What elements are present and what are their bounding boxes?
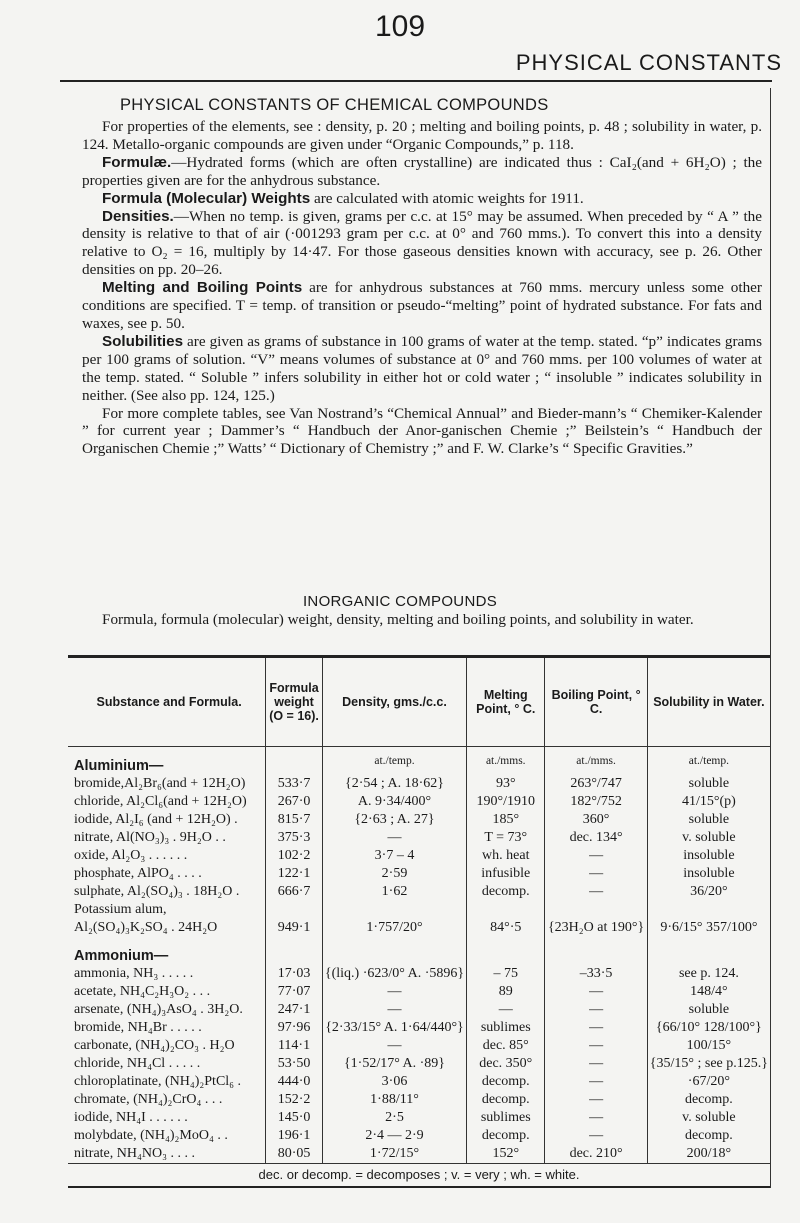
section-title: PHYSICAL CONSTANTS OF CHEMICAL COMPOUNDS (120, 96, 549, 114)
cell-melting: dec. 350° (467, 1055, 545, 1073)
cell-melting: decomp. (467, 1091, 545, 1109)
cell-substance: iodide, NH₄I . . . . . . (74, 1110, 188, 1125)
table-row (68, 793, 770, 811)
cell-boiling: — (545, 1073, 647, 1091)
cell-melting: dec. 85° (467, 1037, 545, 1055)
cell-substance: bromide, NH₄Br . . . . . (74, 1020, 202, 1035)
cell-boiling: –33·5 (545, 965, 647, 983)
cell-weight (266, 901, 323, 919)
cell-substance: nitrate, NH₄NO₃ . . . . (74, 1146, 195, 1161)
cell-substance: acetate, NH₄C₂H₃O₂ . . . (74, 984, 211, 999)
unit-boiling: at./mms. (545, 747, 647, 776)
table-row (68, 775, 770, 793)
cell-melting: 152° (467, 1145, 545, 1164)
cell-solubility: 100/15° (647, 1037, 770, 1055)
table-row (68, 965, 770, 983)
cell-boiling: — (545, 883, 647, 901)
cell-melting: T = 73° (467, 829, 545, 847)
cell-substance: arsenate, (NH₄)₃AsO₄ . 3H₂O. (74, 1002, 243, 1017)
formulae-heading: Formulæ. (102, 153, 172, 171)
cell-density: 2·5 (322, 1109, 466, 1127)
table-row (68, 829, 770, 847)
cell-substance: chloride, Al₂Cl₆(and + 12H₂O) (74, 794, 247, 809)
cell-substance: iodide, Al₂I₆ (and + 12H₂O) . (74, 812, 238, 827)
cell-substance: chromate, (NH₄)₂CrO₄ . . . (74, 1092, 223, 1107)
melting-paragraph (82, 279, 762, 333)
formulae-text: —Hydrated forms (which are often crystalline) are indicated thus : CaI₂(and + 6H₂O) ; the properties given are for the anhydrous substance. (82, 153, 762, 189)
cell-boiling: 182°/752 (545, 793, 647, 811)
cell-solubility: see p. 124. (647, 965, 770, 983)
group-row-aluminium (68, 747, 770, 776)
cell-melting: decomp. (467, 883, 545, 901)
cell-weight: 949·1 (266, 919, 323, 937)
cell-solubility: 36/20° (647, 883, 770, 901)
cell-melting: decomp. (467, 1073, 545, 1091)
cell-melting: infusible (467, 865, 545, 883)
weights-paragraph (82, 190, 762, 208)
cell-boiling: — (545, 1127, 647, 1145)
table-row (68, 1145, 770, 1164)
table-row (68, 1109, 770, 1127)
cell-weight: 444·0 (266, 1073, 323, 1091)
cell-weight: 77·07 (266, 983, 323, 1001)
densities-heading: Densities. (102, 207, 174, 225)
cell-weight: 122·1 (266, 865, 323, 883)
cell-weight: 375·3 (266, 829, 323, 847)
cell-boiling (545, 901, 647, 919)
cell-solubility: 41/15°(p) (647, 793, 770, 811)
cell-melting: sublimes (467, 1109, 545, 1127)
weights-heading: Formula (Molecular) Weights (102, 189, 311, 207)
table-row (68, 811, 770, 829)
cell-melting: — (467, 1001, 545, 1019)
cell-density: {2·63 ; A. 27} (322, 811, 466, 829)
cell-density: — (322, 1001, 466, 1019)
cell-density: {2·33/15° A. 1·64/440°} (322, 1019, 466, 1037)
solubility-paragraph (82, 333, 762, 405)
cell-density: 1·757/20° (322, 919, 466, 937)
table-row (68, 865, 770, 883)
footnote: dec. or decomp. = decomposes ; v. = very ; wh. = white. (68, 1164, 770, 1188)
cell-weight: 97·96 (266, 1019, 323, 1037)
references-paragraph: For more complete tables, see Van Nostrand’s “Chemical Annual” and Bieder-mann’s “ Chemiker-Kalender ” for current year ; Dammer’s “ Handbuch der Anor-ganischen Chemie ;” Beilstein’s “ Handbuch der Organischen Chemie ;” Watts’ “ Dictionary of Chemistry ;” and F. W. Clarke’s “ Specific Gravities.” (82, 404, 762, 458)
cell-substance: Potassium alum, (74, 902, 167, 917)
cell-substance: sulphate, Al₂(SO₄)₃ . 18H₂O . (74, 884, 240, 899)
cell-solubility: {35/15° ; see p.125.} (647, 1055, 770, 1073)
cell-density (322, 901, 466, 919)
header-weight: Formula weight (O = 16). (266, 657, 323, 747)
table-header-row (68, 657, 770, 747)
melting-text: are for anhydrous substances at 760 mms. mercury unless some other conditions are specified. T = temp. of transition or pseudo-“melting” point of hydrated substance. For fats and waxes, see p. 50. (82, 279, 762, 332)
cell-density: 3·7 – 4 (322, 847, 466, 865)
cell-solubility: v. soluble (647, 1109, 770, 1127)
cell-solubility: soluble (647, 811, 770, 829)
cell-substance: bromide,Al₂Br₆(and + 12H₂O) (74, 776, 246, 791)
header-rule (60, 80, 772, 82)
table-row (68, 901, 770, 919)
cell-substance: chloride, NH₄Cl . . . . . (74, 1056, 201, 1071)
cell-substance: Al₂(SO₄)₃K₂SO₄ . 24H₂O (74, 920, 218, 935)
cell-melting: decomp. (467, 1127, 545, 1145)
cell-substance: phosphate, AlPO₄ . . . . (74, 866, 202, 881)
cell-boiling: — (545, 1109, 647, 1127)
cell-boiling: 263°/747 (545, 775, 647, 793)
cell-density: A. 9·34/400° (322, 793, 466, 811)
cell-weight: 145·0 (266, 1109, 323, 1127)
cell-solubility: insoluble (647, 847, 770, 865)
table-row (68, 1019, 770, 1037)
cell-melting: 84°·5 (467, 919, 545, 937)
cell-boiling: — (545, 1001, 647, 1019)
densities-paragraph (82, 208, 762, 280)
cell-density: — (322, 1037, 466, 1055)
cell-solubility: decomp. (647, 1127, 770, 1145)
cell-density: {2·54 ; A. 18·62} (322, 775, 466, 793)
cell-melting: wh. heat (467, 847, 545, 865)
formulae-paragraph (82, 154, 762, 190)
cell-solubility: 200/18° (647, 1145, 770, 1164)
cell-boiling: — (545, 1037, 647, 1055)
table-row (68, 1073, 770, 1091)
cell-melting (467, 901, 545, 919)
cell-weight: 666·7 (266, 883, 323, 901)
header-solubility: Solubility in Water. (647, 657, 770, 747)
cell-weight: 80·05 (266, 1145, 323, 1164)
cell-solubility: 148/4° (647, 983, 770, 1001)
weights-text: are calculated with atomic weights for 1911. (310, 189, 584, 207)
group-label: Ammonium— (74, 948, 169, 964)
cell-density: 2·4 — 2·9 (322, 1127, 466, 1145)
cell-weight: 533·7 (266, 775, 323, 793)
solubility-heading: Solubilities (102, 332, 184, 350)
cell-boiling: dec. 134° (545, 829, 647, 847)
cell-substance: oxide, Al₂O₃ . . . . . . (74, 848, 188, 863)
cell-melting: 190°/1910 (467, 793, 545, 811)
table-row (68, 983, 770, 1001)
densities-text: —When no temp. is given, grams per c.c. at 15° may be assumed. When preceded by “ A ” the density is relative to that of air (·001293 gram per c.c. at 0° and 760 mms.). To convert this into a density relative to O₂ = 16, multiply by 14·47. For those gaseous densities known with accuracy, see p. 26. Other densities on pp. 20–26. (82, 207, 762, 279)
cell-solubility: decomp. (647, 1091, 770, 1109)
melting-heading: Melting and Boiling Points (102, 279, 303, 297)
unit-density: at./temp. (322, 747, 466, 776)
inorganic-title: INORGANIC COMPOUNDS (302, 593, 498, 610)
cell-boiling: 360° (545, 811, 647, 829)
header-boiling: Boiling Point, ° C. (545, 657, 647, 747)
cell-boiling: — (545, 1055, 647, 1073)
cell-weight: 53·50 (266, 1055, 323, 1073)
cell-melting: 185° (467, 811, 545, 829)
cell-solubility: soluble (647, 775, 770, 793)
table-row (68, 1001, 770, 1019)
cell-solubility: ·67/20° (647, 1073, 770, 1091)
inorganic-description: Formula, formula (molecular) weight, density, melting and boiling points, and solubility in water. (102, 611, 694, 628)
cell-substance: carbonate, (NH₄)₂CO₃ . H₂O (74, 1038, 235, 1053)
cell-weight: 114·1 (266, 1037, 323, 1055)
cell-density: 1·88/11° (322, 1091, 466, 1109)
cell-boiling: — (545, 1019, 647, 1037)
cell-melting: – 75 (467, 965, 545, 983)
cell-weight: 815·7 (266, 811, 323, 829)
cell-boiling: dec. 210° (545, 1145, 647, 1164)
table-row (68, 919, 770, 937)
cell-weight: 247·1 (266, 1001, 323, 1019)
cell-boiling: {23H₂O at 190°} (545, 919, 647, 937)
intro-paragraph: For properties of the elements, see : density, p. 20 ; melting and boiling points, p. 48 ; solubility in water, p. 124. Metallo-organic compounds are given under “Organic Compounds,” p. 118. (82, 118, 762, 153)
cell-substance: ammonia, NH₃ . . . . . (74, 966, 194, 981)
group-label: Aluminium— (74, 758, 164, 774)
running-head: PHYSICAL CONSTANTS (515, 50, 782, 75)
cell-melting: 93° (467, 775, 545, 793)
cell-density: {1·52/17° A. ·89} (322, 1055, 466, 1073)
header-substance: Substance and Formula. (68, 657, 266, 747)
cell-solubility (647, 901, 770, 919)
unit-melting: at./mms. (467, 747, 545, 776)
cell-weight: 17·03 (266, 965, 323, 983)
cell-boiling: — (545, 865, 647, 883)
cell-melting: sublimes (467, 1019, 545, 1037)
table-row (68, 883, 770, 901)
cell-density: — (322, 983, 466, 1001)
group-row-ammonium (68, 937, 770, 965)
table-row (68, 1037, 770, 1055)
cell-substance: nitrate, Al(NO₃)₃ . 9H₂O . . (74, 830, 226, 845)
intro-text (82, 118, 762, 458)
cell-solubility: 9·6/15° 357/100° (647, 919, 770, 937)
unit-solubility: at./temp. (647, 747, 770, 776)
cell-boiling: — (545, 847, 647, 865)
cell-melting: 89 (467, 983, 545, 1001)
cell-substance: chloroplatinate, (NH₄)₂PtCl₆ . (74, 1074, 242, 1089)
footnote-row (68, 1164, 770, 1188)
header-melting: Melting Point, ° C. (467, 657, 545, 747)
cell-weight: 267·0 (266, 793, 323, 811)
cell-density: {(liq.) ·623/0° A. ·5896} (322, 965, 466, 983)
cell-solubility: soluble (647, 1001, 770, 1019)
cell-density: 3·06 (322, 1073, 466, 1091)
table-row (68, 1055, 770, 1073)
cell-solubility: insoluble (647, 865, 770, 883)
cell-solubility: {66/10° 128/100°} (647, 1019, 770, 1037)
cell-solubility: v. soluble (647, 829, 770, 847)
cell-density: 1·62 (322, 883, 466, 901)
cell-boiling: — (545, 1091, 647, 1109)
cell-boiling: — (545, 983, 647, 1001)
table-row (68, 847, 770, 865)
header-density: Density, gms./c.c. (322, 657, 466, 747)
table-row (68, 1127, 770, 1145)
cell-weight: 196·1 (266, 1127, 323, 1145)
table-row (68, 1091, 770, 1109)
page-number: 109 (374, 10, 426, 43)
cell-density: 1·72/15° (322, 1145, 466, 1164)
cell-density: 2·59 (322, 865, 466, 883)
cell-weight: 152·2 (266, 1091, 323, 1109)
solubility-text: are given as grams of substance in 100 grams of water at the temp. stated. “p” indicates grams per 100 grams of solution. “V” means volumes of substance at 0° and 760 mms. per 100 volumes of water at the temp. stated. “ Soluble ” infers solubility in either hot or cold water ; “ insoluble ” indicates solubility in neither. (See also pp. 124, 125.) (82, 332, 762, 404)
cell-substance: molybdate, (NH₄)₂MoO₄ . . (74, 1128, 228, 1143)
compounds-table (68, 655, 770, 1188)
cell-density: — (322, 829, 466, 847)
cell-weight: 102·2 (266, 847, 323, 865)
